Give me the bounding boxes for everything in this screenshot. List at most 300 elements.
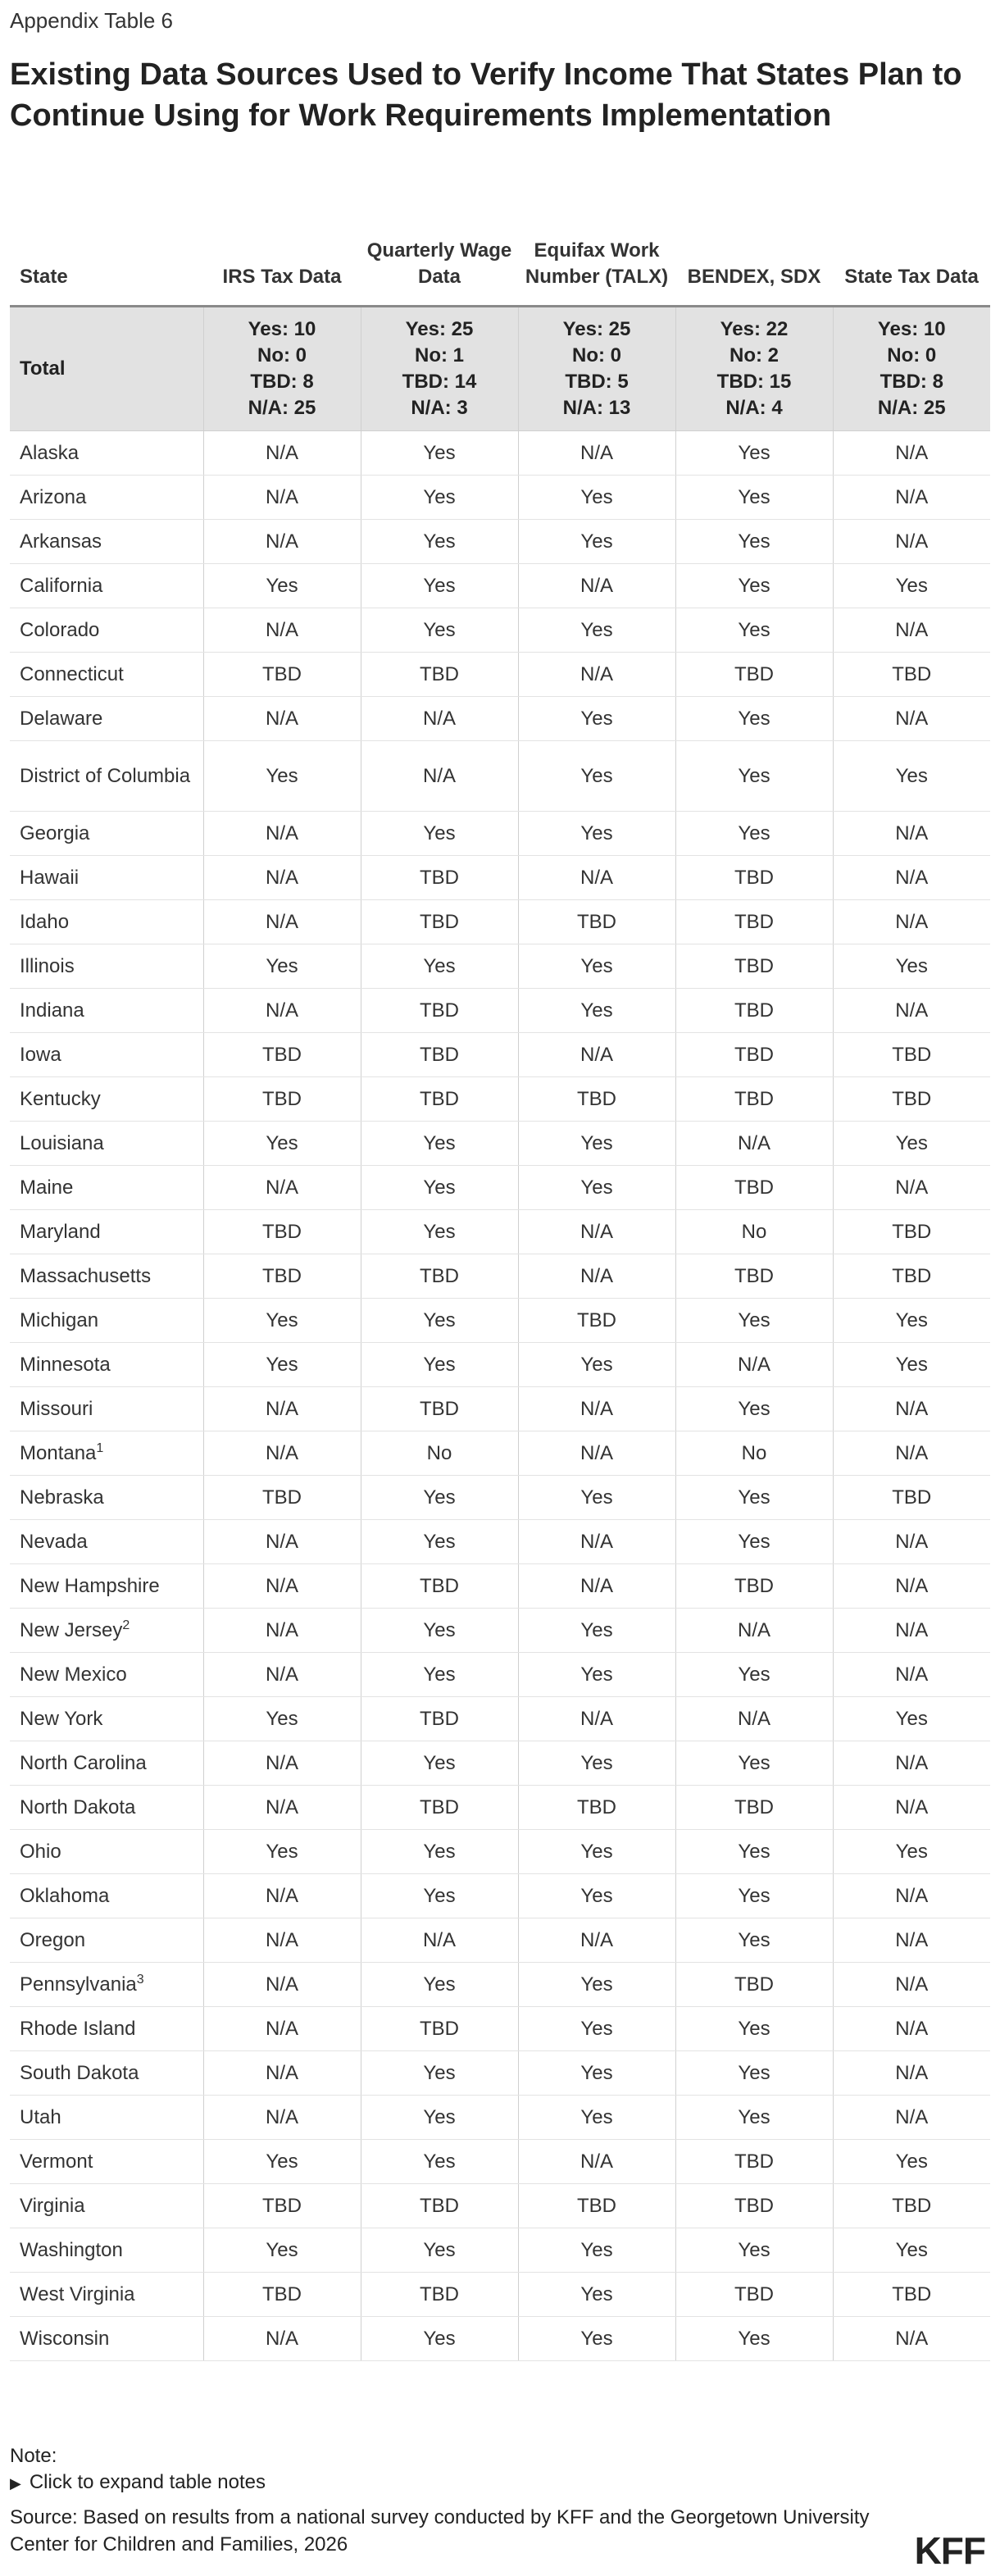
table-row: [10, 1786, 990, 1830]
page-title: Existing Data Sources Used to Verify Income That States Plan to Continue Using for Work Requirements Implementation: [10, 57, 962, 133]
cell-irs: Yes: [203, 741, 361, 812]
cell-bendex: Yes: [675, 2007, 833, 2051]
state-name: District of Columbia: [20, 764, 191, 787]
cell-equifax: Yes: [518, 476, 675, 520]
state-cell: [10, 944, 203, 989]
cell-equifax: Yes: [518, 1830, 675, 1874]
cell-wage: Yes: [361, 1609, 518, 1653]
cell-irs: N/A: [203, 1918, 361, 1963]
cell-statetax: TBD: [833, 1077, 990, 1122]
cell-equifax: N/A: [518, 1697, 675, 1741]
cell-irs: Yes: [203, 2140, 361, 2184]
cell-equifax: TBD: [518, 1786, 675, 1830]
cell-statetax: N/A: [833, 1564, 990, 1609]
cell-bendex: Yes: [675, 697, 833, 741]
cell-irs: N/A: [203, 2051, 361, 2096]
table-row: [10, 608, 990, 653]
state-name: Idaho: [20, 910, 70, 933]
cell-irs: N/A: [203, 1609, 361, 1653]
cell-wage: Yes: [361, 1210, 518, 1254]
state-cell: [10, 1077, 203, 1122]
state-name: Indiana: [20, 999, 84, 1022]
cell-bendex: Yes: [675, 564, 833, 608]
state-cell: [10, 431, 203, 476]
column-header-equifax: Equifax Work Number (TALX): [518, 177, 675, 307]
cell-equifax: Yes: [518, 944, 675, 989]
table-row: [10, 2317, 990, 2361]
cell-equifax: Yes: [518, 2273, 675, 2317]
cell-wage: TBD: [361, 1077, 518, 1122]
state-cell: [10, 1520, 203, 1564]
cell-wage: N/A: [361, 741, 518, 812]
cell-wage: TBD: [361, 2184, 518, 2228]
cell-wage: Yes: [361, 431, 518, 476]
state-cell: [10, 1564, 203, 1609]
cell-wage: TBD: [361, 900, 518, 944]
cell-equifax: Yes: [518, 1166, 675, 1210]
cell-bendex: TBD: [675, 2140, 833, 2184]
total-line: TBD: 14: [402, 371, 477, 393]
cell-statetax: Yes: [833, 1299, 990, 1343]
cell-statetax: TBD: [833, 1254, 990, 1299]
cell-statetax: N/A: [833, 1609, 990, 1653]
state-name: West Virginia: [20, 2282, 135, 2305]
state-name: Massachusetts: [20, 1264, 152, 1287]
table-row: [10, 564, 990, 608]
table-row: [10, 1343, 990, 1387]
cell-bendex: Yes: [675, 1520, 833, 1564]
total-line: Yes: 22: [720, 318, 789, 340]
cell-irs: Yes: [203, 1299, 361, 1343]
state-name: Wisconsin: [20, 2327, 110, 2350]
cell-bendex: Yes: [675, 1874, 833, 1918]
cell-wage: Yes: [361, 1476, 518, 1520]
cell-irs: Yes: [203, 1343, 361, 1387]
table-row: [10, 1653, 990, 1697]
state-name: New Hampshire: [20, 1574, 160, 1597]
state-name: Hawaii: [20, 866, 80, 889]
total-equifax: [518, 307, 675, 431]
cell-statetax: TBD: [833, 1210, 990, 1254]
total-line: TBD: 15: [716, 371, 792, 393]
state-name: California: [20, 574, 103, 597]
cell-equifax: N/A: [518, 1033, 675, 1077]
cell-statetax: N/A: [833, 989, 990, 1033]
cell-irs: N/A: [203, 431, 361, 476]
cell-statetax: Yes: [833, 1122, 990, 1166]
state-cell: [10, 1963, 203, 2007]
table-row: [10, 1741, 990, 1786]
column-header-statetax: State Tax Data: [833, 177, 990, 307]
total-statetax: [833, 307, 990, 431]
cell-equifax: N/A: [518, 1254, 675, 1299]
table-row: [10, 2184, 990, 2228]
cell-wage: Yes: [361, 1520, 518, 1564]
cell-statetax: N/A: [833, 1918, 990, 1963]
state-cell: [10, 2184, 203, 2228]
cell-equifax: Yes: [518, 741, 675, 812]
cell-bendex: Yes: [675, 608, 833, 653]
cell-irs: Yes: [203, 564, 361, 608]
cell-equifax: TBD: [518, 900, 675, 944]
table-eyebrow: Appendix Table 6: [10, 8, 174, 33]
cell-irs: N/A: [203, 1653, 361, 1697]
source-note: Source: Based on results from a national survey conducted by KFF and the Georgetown University Center for Children and Families, 2026: [10, 2506, 870, 2556]
table-row: [10, 1431, 990, 1476]
cell-statetax: N/A: [833, 2007, 990, 2051]
state-name: New York: [20, 1707, 103, 1730]
cell-statetax: TBD: [833, 2184, 990, 2228]
cell-irs: N/A: [203, 1564, 361, 1609]
footnote-marker: 2: [122, 1618, 130, 1632]
state-cell: [10, 608, 203, 653]
cell-bendex: Yes: [675, 476, 833, 520]
table-row: [10, 1830, 990, 1874]
state-name: Nebraska: [20, 1486, 104, 1509]
table-row: [10, 1918, 990, 1963]
state-name: Utah: [20, 2105, 61, 2128]
cell-wage: TBD: [361, 1254, 518, 1299]
state-name: Pennsylvania: [20, 1973, 137, 1996]
cell-bendex: TBD: [675, 900, 833, 944]
table-row: [10, 2096, 990, 2140]
cell-statetax: N/A: [833, 431, 990, 476]
cell-bendex: N/A: [675, 1343, 833, 1387]
cell-statetax: N/A: [833, 900, 990, 944]
cell-irs: Yes: [203, 944, 361, 989]
cell-statetax: Yes: [833, 1830, 990, 1874]
state-name: New Jersey: [20, 1618, 123, 1641]
table-row: [10, 989, 990, 1033]
cell-statetax: Yes: [833, 741, 990, 812]
state-name: Louisiana: [20, 1131, 104, 1154]
cell-bendex: Yes: [675, 1476, 833, 1520]
cell-irs: N/A: [203, 989, 361, 1033]
cell-wage: Yes: [361, 1653, 518, 1697]
total-bendex: [675, 307, 833, 431]
state-name: New Mexico: [20, 1663, 127, 1686]
cell-wage: TBD: [361, 1564, 518, 1609]
cell-statetax: N/A: [833, 2096, 990, 2140]
state-name: Colorado: [20, 618, 100, 641]
cell-wage: Yes: [361, 1963, 518, 2007]
cell-bendex: TBD: [675, 1786, 833, 1830]
state-name: Iowa: [20, 1043, 61, 1066]
table-row: [10, 520, 990, 564]
cell-bendex: Yes: [675, 431, 833, 476]
cell-irs: N/A: [203, 697, 361, 741]
state-name: Georgia: [20, 821, 90, 844]
state-cell: [10, 653, 203, 697]
cell-bendex: Yes: [675, 2228, 833, 2273]
cell-wage: TBD: [361, 989, 518, 1033]
total-line: No: 0: [572, 344, 621, 366]
cell-statetax: N/A: [833, 1653, 990, 1697]
cell-statetax: N/A: [833, 2317, 990, 2361]
state-cell: [10, 989, 203, 1033]
cell-statetax: N/A: [833, 476, 990, 520]
column-header-wage: Quarterly Wage Data: [361, 177, 518, 307]
cell-bendex: Yes: [675, 2317, 833, 2361]
cell-bendex: TBD: [675, 2184, 833, 2228]
state-name: Rhode Island: [20, 2017, 136, 2040]
cell-statetax: N/A: [833, 856, 990, 900]
cell-statetax: Yes: [833, 1697, 990, 1741]
cell-irs: N/A: [203, 2317, 361, 2361]
kff-logo: KFF: [914, 2529, 985, 2572]
cell-wage: Yes: [361, 2317, 518, 2361]
table-row: [10, 1033, 990, 1077]
state-name: Washington: [20, 2238, 123, 2261]
cell-irs: TBD: [203, 1476, 361, 1520]
cell-wage: Yes: [361, 812, 518, 856]
cell-equifax: Yes: [518, 697, 675, 741]
cell-bendex: Yes: [675, 1653, 833, 1697]
total-line: N/A: 25: [877, 397, 946, 419]
cell-irs: N/A: [203, 900, 361, 944]
state-name: North Carolina: [20, 1751, 147, 1774]
cell-irs: Yes: [203, 1830, 361, 1874]
state-name: Delaware: [20, 707, 103, 730]
cell-equifax: N/A: [518, 653, 675, 697]
table-row: [10, 1874, 990, 1918]
cell-irs: N/A: [203, 1166, 361, 1210]
table-row: [10, 944, 990, 989]
cell-bendex: Yes: [675, 741, 833, 812]
table-row: [10, 431, 990, 476]
table-row: [10, 653, 990, 697]
state-name: Maine: [20, 1176, 74, 1199]
cell-bendex: Yes: [675, 812, 833, 856]
cell-statetax: N/A: [833, 1431, 990, 1476]
table-row: [10, 1564, 990, 1609]
total-label: Total: [10, 307, 203, 431]
state-cell: [10, 2007, 203, 2051]
total-line: No: 2: [730, 344, 779, 366]
cell-bendex: No: [675, 1210, 833, 1254]
total-line: Yes: 25: [405, 318, 474, 340]
table-row: [10, 1476, 990, 1520]
table-header-row: [10, 177, 990, 307]
state-name: Oklahoma: [20, 1884, 110, 1907]
state-name: Arizona: [20, 485, 87, 508]
cell-irs: N/A: [203, 1741, 361, 1786]
table-row: [10, 741, 990, 812]
cell-irs: TBD: [203, 1210, 361, 1254]
state-cell: [10, 564, 203, 608]
cell-bendex: TBD: [675, 1963, 833, 2007]
state-name: North Dakota: [20, 1795, 136, 1818]
cell-wage: Yes: [361, 520, 518, 564]
table-row: [10, 1166, 990, 1210]
state-cell: [10, 1122, 203, 1166]
table-row: [10, 1122, 990, 1166]
cell-equifax: Yes: [518, 2051, 675, 2096]
state-name: Alaska: [20, 441, 80, 464]
footnote-marker: 3: [136, 1972, 144, 1987]
cell-equifax: Yes: [518, 1963, 675, 2007]
cell-wage: Yes: [361, 1741, 518, 1786]
cell-wage: N/A: [361, 697, 518, 741]
total-line: No: 1: [415, 344, 464, 366]
state-cell: [10, 1431, 203, 1476]
data-table: [10, 177, 990, 2361]
state-cell: [10, 2317, 203, 2361]
state-cell: [10, 812, 203, 856]
table-row: [10, 900, 990, 944]
table-row: [10, 1609, 990, 1653]
cell-equifax: Yes: [518, 1741, 675, 1786]
cell-wage: Yes: [361, 2228, 518, 2273]
cell-bendex: TBD: [675, 1254, 833, 1299]
cell-irs: TBD: [203, 2184, 361, 2228]
cell-wage: TBD: [361, 1033, 518, 1077]
cell-statetax: N/A: [833, 1786, 990, 1830]
cell-bendex: N/A: [675, 1122, 833, 1166]
cell-irs: N/A: [203, 2007, 361, 2051]
state-cell: [10, 1653, 203, 1697]
state-cell: [10, 697, 203, 741]
cell-equifax: Yes: [518, 2228, 675, 2273]
cell-equifax: N/A: [518, 1520, 675, 1564]
cell-irs: N/A: [203, 856, 361, 900]
state-cell: [10, 1609, 203, 1653]
table-row: [10, 812, 990, 856]
cell-statetax: Yes: [833, 2228, 990, 2273]
cell-bendex: TBD: [675, 944, 833, 989]
cell-irs: Yes: [203, 2228, 361, 2273]
cell-irs: N/A: [203, 1387, 361, 1431]
cell-equifax: Yes: [518, 1343, 675, 1387]
cell-bendex: Yes: [675, 2096, 833, 2140]
total-line: N/A: 13: [562, 397, 631, 419]
cell-equifax: Yes: [518, 608, 675, 653]
state-name: Kentucky: [20, 1087, 101, 1110]
state-name: Arkansas: [20, 530, 102, 553]
cell-statetax: N/A: [833, 520, 990, 564]
table-row: [10, 1299, 990, 1343]
state-cell: [10, 1476, 203, 1520]
cell-wage: TBD: [361, 1786, 518, 1830]
state-cell: [10, 1210, 203, 1254]
cell-equifax: Yes: [518, 2007, 675, 2051]
cell-wage: Yes: [361, 944, 518, 989]
expand-notes-toggle[interactable]: [10, 2471, 266, 2494]
cell-equifax: Yes: [518, 1122, 675, 1166]
cell-wage: TBD: [361, 2007, 518, 2051]
total-row: [10, 307, 990, 431]
state-name: Michigan: [20, 1308, 99, 1331]
cell-irs: N/A: [203, 2096, 361, 2140]
column-header-bendex: BENDEX, SDX: [675, 177, 833, 307]
cell-equifax: N/A: [518, 2140, 675, 2184]
total-line: No: 0: [887, 344, 937, 366]
cell-irs: N/A: [203, 1963, 361, 2007]
cell-equifax: N/A: [518, 1387, 675, 1431]
total-line: TBD: 8: [250, 371, 314, 393]
cell-bendex: Yes: [675, 1830, 833, 1874]
state-name: Missouri: [20, 1397, 93, 1420]
state-name: South Dakota: [20, 2061, 139, 2084]
cell-statetax: N/A: [833, 1166, 990, 1210]
cell-equifax: N/A: [518, 1564, 675, 1609]
cell-bendex: TBD: [675, 2273, 833, 2317]
cell-bendex: TBD: [675, 1166, 833, 1210]
cell-equifax: Yes: [518, 520, 675, 564]
cell-statetax: N/A: [833, 1963, 990, 2007]
state-cell: [10, 1033, 203, 1077]
cell-equifax: Yes: [518, 2317, 675, 2361]
cell-wage: Yes: [361, 2096, 518, 2140]
cell-bendex: N/A: [675, 1697, 833, 1741]
cell-equifax: Yes: [518, 1476, 675, 1520]
cell-wage: Yes: [361, 608, 518, 653]
cell-statetax: N/A: [833, 812, 990, 856]
cell-bendex: Yes: [675, 520, 833, 564]
total-line: No: 0: [257, 344, 307, 366]
total-wage: [361, 307, 518, 431]
cell-bendex: TBD: [675, 1564, 833, 1609]
cell-statetax: TBD: [833, 1476, 990, 1520]
cell-wage: TBD: [361, 2273, 518, 2317]
state-cell: [10, 2096, 203, 2140]
table-row: [10, 2051, 990, 2096]
cell-statetax: TBD: [833, 2273, 990, 2317]
cell-statetax: N/A: [833, 1741, 990, 1786]
cell-equifax: Yes: [518, 2096, 675, 2140]
note-label: Note:: [10, 2445, 57, 2467]
table-row: [10, 1077, 990, 1122]
cell-equifax: N/A: [518, 1210, 675, 1254]
state-cell: [10, 2273, 203, 2317]
cell-wage: Yes: [361, 1343, 518, 1387]
state-cell: [10, 1166, 203, 1210]
state-name: Montana: [20, 1441, 97, 1464]
state-cell: [10, 900, 203, 944]
state-name: Oregon: [20, 1928, 86, 1951]
cell-irs: Yes: [203, 1697, 361, 1741]
cell-equifax: N/A: [518, 856, 675, 900]
footnote-marker: 1: [96, 1440, 104, 1455]
cell-irs: TBD: [203, 1254, 361, 1299]
state-cell: [10, 2140, 203, 2184]
cell-bendex: TBD: [675, 653, 833, 697]
state-name: Minnesota: [20, 1353, 111, 1376]
table-row: [10, 2140, 990, 2184]
cell-statetax: TBD: [833, 653, 990, 697]
state-name: Illinois: [20, 954, 75, 977]
cell-statetax: N/A: [833, 2051, 990, 2096]
column-header-state: State: [10, 177, 203, 307]
total-line: N/A: 25: [248, 397, 316, 419]
cell-statetax: N/A: [833, 1874, 990, 1918]
table-row: [10, 476, 990, 520]
table-row: [10, 1210, 990, 1254]
cell-irs: N/A: [203, 1874, 361, 1918]
state-cell: [10, 1741, 203, 1786]
state-name: Ohio: [20, 1840, 61, 1863]
cell-wage: TBD: [361, 1387, 518, 1431]
expand-notes-label: Click to expand table notes: [29, 2471, 266, 2493]
cell-wage: Yes: [361, 1299, 518, 1343]
total-line: Yes: 10: [877, 318, 946, 340]
state-name: Virginia: [20, 2194, 85, 2217]
state-name: Nevada: [20, 1530, 88, 1553]
cell-irs: TBD: [203, 653, 361, 697]
table-row: [10, 2228, 990, 2273]
table-row: [10, 1254, 990, 1299]
cell-irs: N/A: [203, 1520, 361, 1564]
